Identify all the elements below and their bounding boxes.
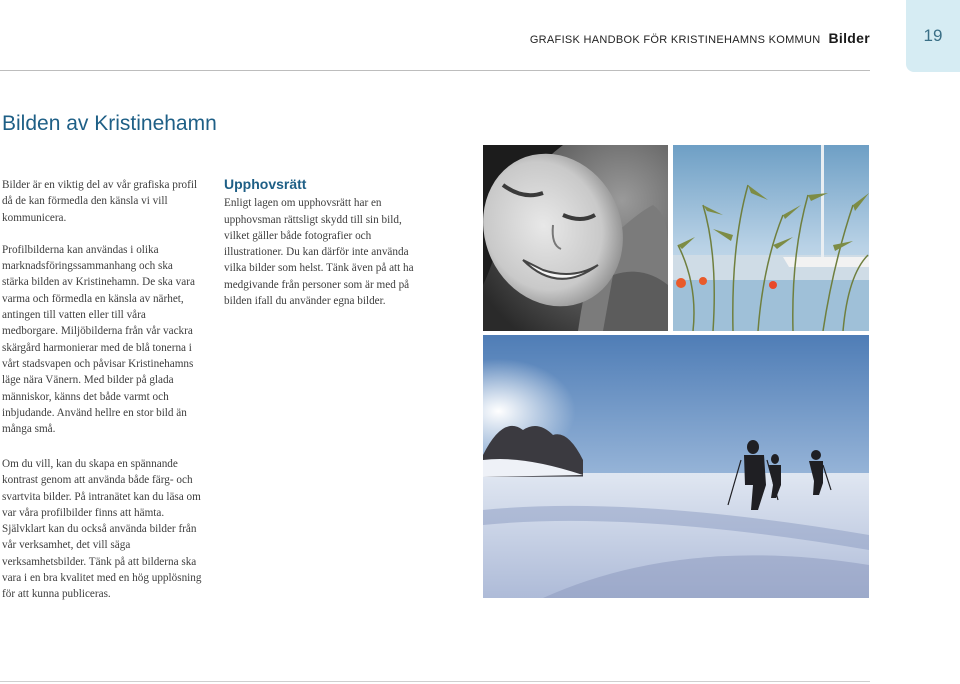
- footer-divider: [0, 681, 870, 682]
- intro-paragraph-2: Profilbilderna kan användas i olika marknadsföringssammanhang och ska stärka bilden av Kristinehamn. De ska vara varma och förmedla en känsla av närhet, antingen till vatten eller till våra medborgare. Miljöbilderna från vår vackra skärgård harmonierar med de blå tonerna i vårt stadsvapen och påvisar Kristinehamns läge nära Vänern. Med bilder på glada människor, känns det både varmt och inbjudande. Använd hellre en stor bild än många små.: [2, 243, 195, 436]
- skiers-photo: [483, 335, 869, 598]
- contrast-paragraph: Om du vill, kan du skapa en spännande kontrast genom att använda både färg- och svartvita bilder. På intranätet kan du läsa om var våra profilbilder finns att hämta. Självklart kan du också använda bilder från vår verksamhet, det vill säga verksamhetsbilder. Tänk på att bilderna ska vara i en bra kvalitet med en hög upplösning för att kunna publiceras.: [2, 458, 202, 601]
- page-number-tab: [906, 0, 960, 72]
- handbook-title: GRAFISK HANDBOK FÖR KRISTINEHAMNS KOMMUN: [529, 34, 821, 46]
- portrait-photo: [483, 145, 668, 331]
- header-divider: [0, 70, 870, 71]
- copyright-heading: Upphovsrätt: [224, 176, 307, 192]
- copyright-column: [224, 176, 420, 309]
- intro-column: [2, 177, 200, 453]
- intro-paragraph-1: Bilder är en viktig del av vår grafiska profil då de kan förmedla den känsla vi vill kommunicera.: [2, 179, 198, 224]
- page-number: 19: [923, 26, 943, 45]
- copyright-text: Enligt lagen om upphovsrätt har en upphovsman rättsligt skydd till sin bild, vilket gäller både fotografier och illustrationer. Du kan därför inte använda vilka bilder som helst. Tänk även på att ha medgivande från personer som är med på bilden ifall du använder egna bilder.: [224, 197, 414, 308]
- section-title: Bilder: [828, 30, 870, 46]
- page-title: Bilden av Kristinehamn: [2, 112, 217, 135]
- header-handbook-text: [530, 30, 870, 46]
- reeds-photo: [673, 145, 869, 331]
